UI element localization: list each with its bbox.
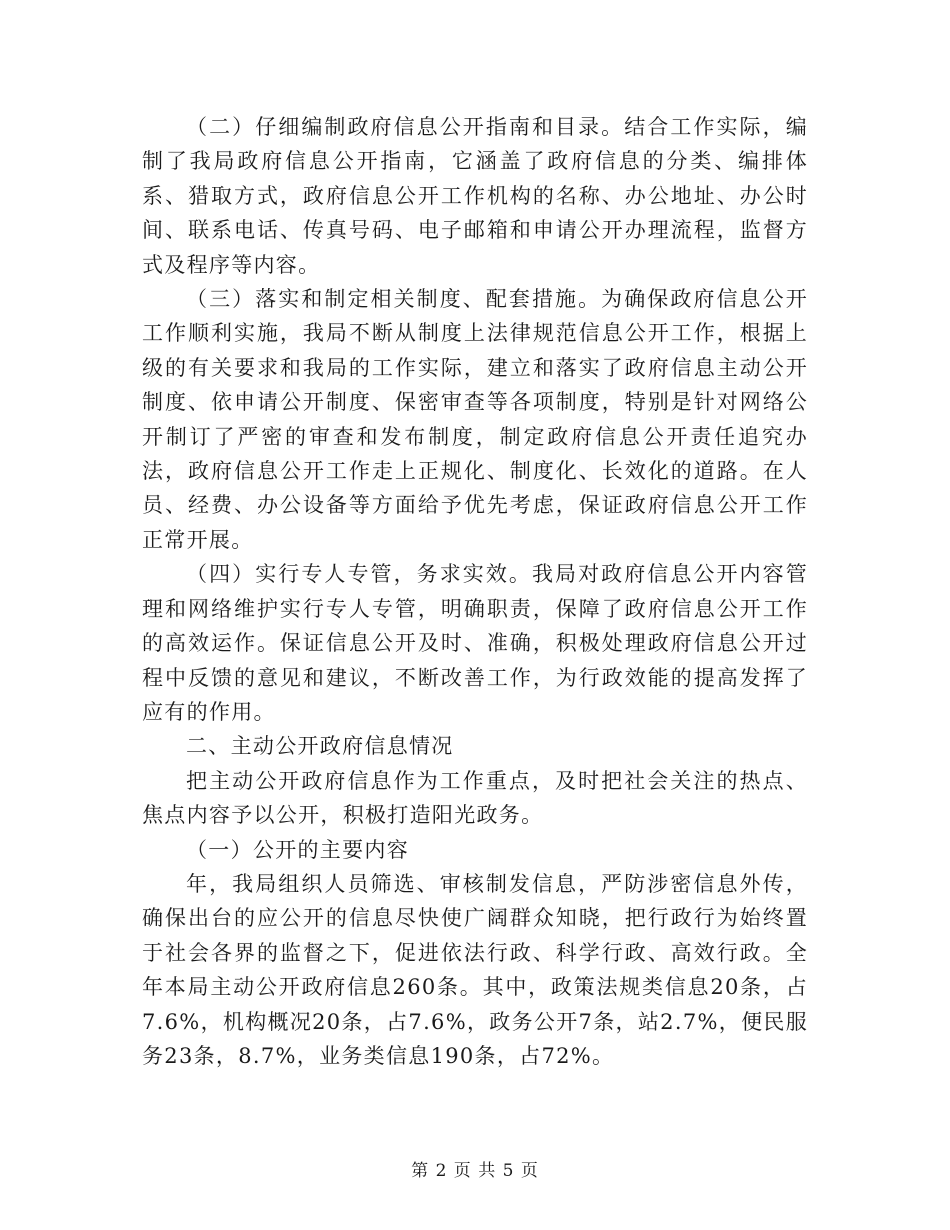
paragraph-annual-statistics: 年，我局组织人员筛选、审核制发信息，严防涉密信息外传，确保出台的应公开的信息尽快使广阔群众知晓，把行政行为始终置于社会各界的监督之下，促进依法行政、科学行政、高效行政。全年本局主动公开政府信息260条。其中，政策法规类信息20条，占7.6%，机构概况20条，占7.6%，政务公开7条，站2.7%，便民服务23条，8.7%，业务类信息190条，占72%。 [142, 871, 808, 1068]
section-heading-active-disclosure: 二、主动公开政府信息情况 [186, 734, 454, 759]
page-number-footer: 第 2 页 共 5 页 [411, 1161, 539, 1181]
paragraph-guide-catalog: （二）仔细编制政府信息公开指南和目录。结合工作实际，编制了我局政府信息公开指南，它涵盖了政府信息的分类、编排体系、猎取方式，政府信息公开工作机构的名称、办公地址、办公时间、联系电话、传真号码、电子邮箱和申请公开办理流程，监督方式及程序等内容。 [142, 115, 808, 277]
paragraph-system-measures: （三）落实和制定相关制度、配套措施。为确保政府信息公开工作顺利实施，我局不断从制度上法律规范信息公开工作，根据上级的有关要求和我局的工作实际，建立和落实了政府信息主动公开制度、依申请公开制度、保密审查等各项制度，特别是针对网络公开制订了严密的审查和发布制度，制定政府信息公开责任追究办法，政府信息公开工作走上正规化、制度化、长效化的道路。在人员、经费、办公设备等方面给予优先考虑，保证政府信息公开工作正常开展。 [142, 287, 808, 552]
subsection-heading-main-content: （一）公开的主要内容 [186, 837, 409, 862]
paragraph-active-disclosure-intro: 把主动公开政府信息作为工作重点，及时把社会关注的热点、焦点内容予以公开，积极打造阳光政务。 [142, 768, 808, 828]
paragraph-dedicated-management: （四）实行专人专管，务求实效。我局对政府信息公开内容管理和网络维护实行专人专管，明确职责，保障了政府信息公开工作的高效运作。保证信息公开及时、准确，积极处理政府信息公开过程中反馈的意见和建议，不断改善工作，为行政效能的提高发挥了应有的作用。 [142, 562, 808, 724]
document-body [142, 110, 808, 1073]
